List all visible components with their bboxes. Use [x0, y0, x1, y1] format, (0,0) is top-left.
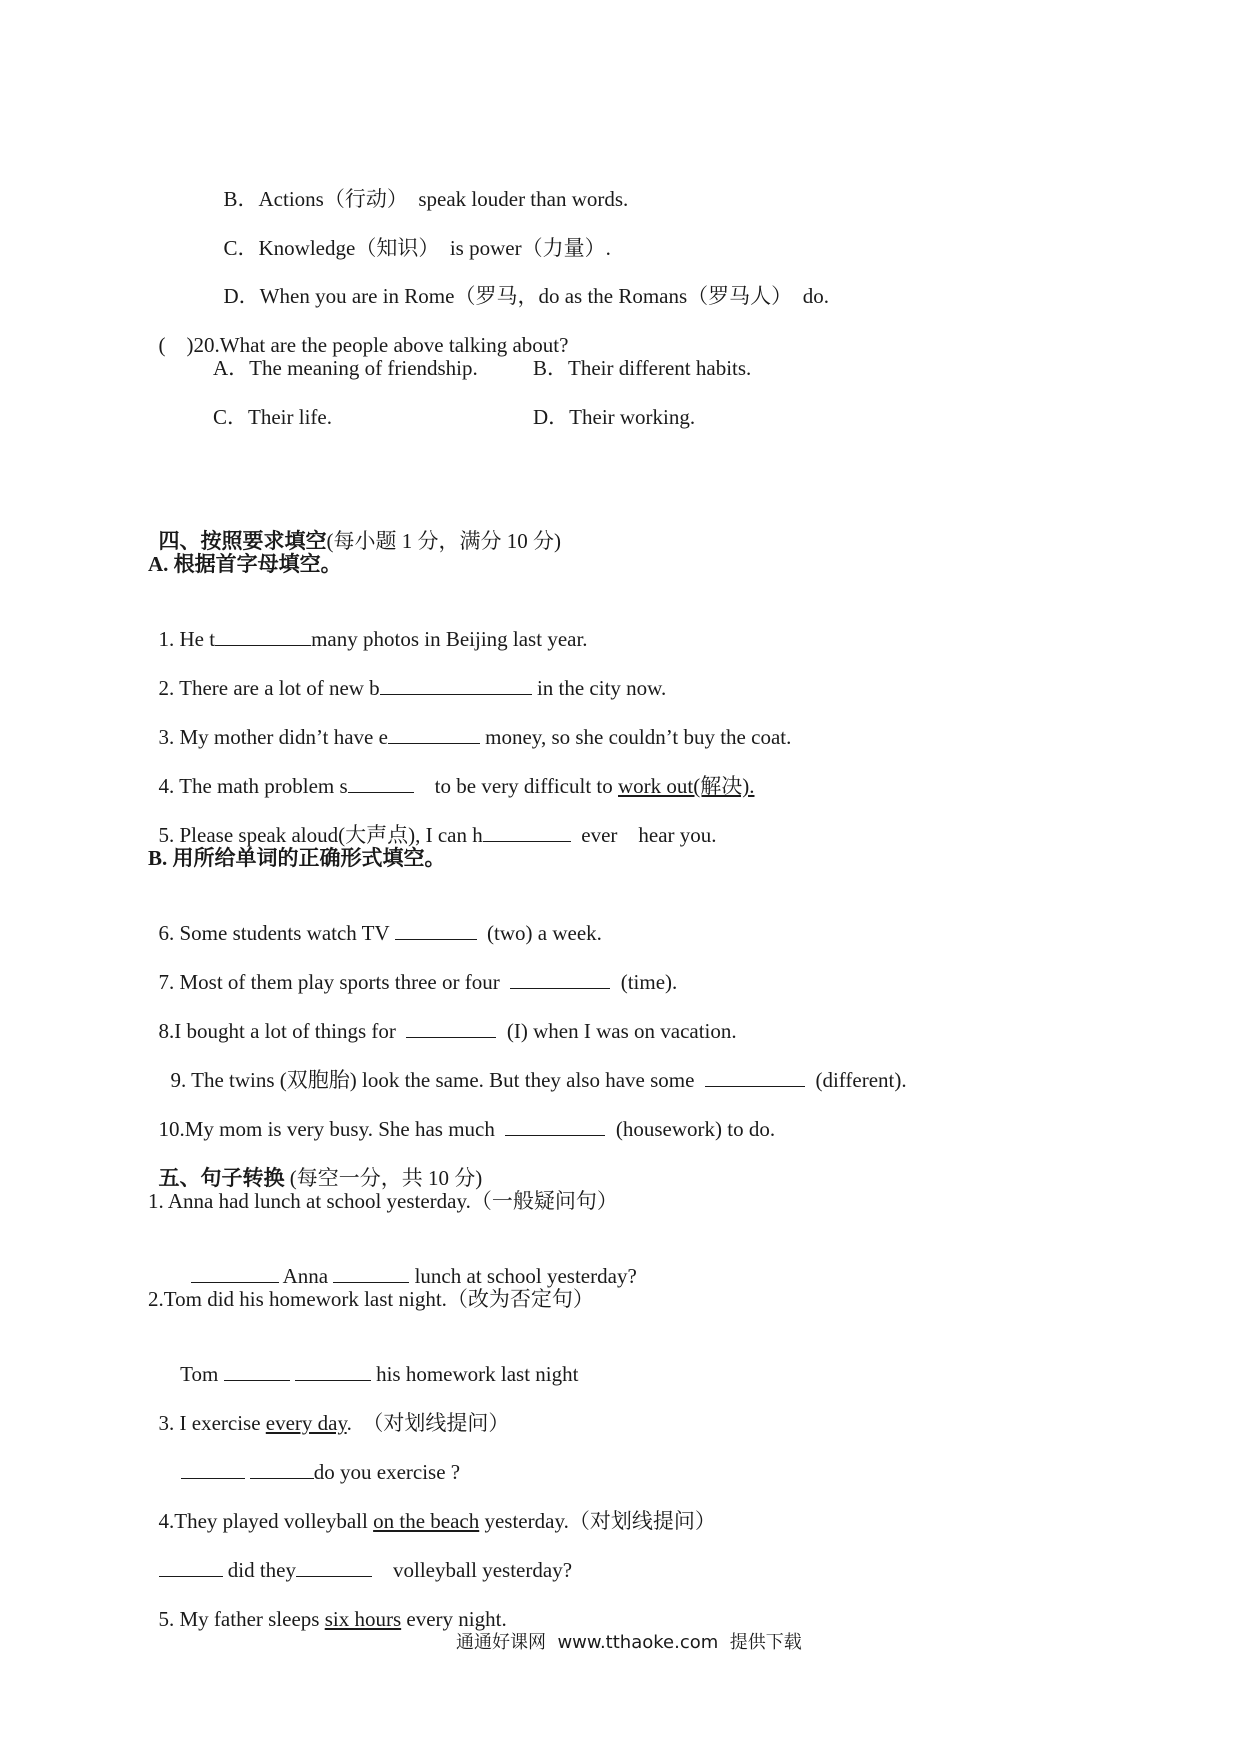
- option-letter: C．: [223, 236, 259, 260]
- question-text: )20.What are the people above talking about?: [186, 333, 569, 357]
- answer-text: volleyball yesterday?: [393, 1558, 573, 1582]
- question-text: (I) when I was on vacation.: [506, 1019, 737, 1043]
- s4-q10: [148, 1090, 775, 1142]
- answer-blank[interactable]: [483, 823, 571, 842]
- section-4-heading: [148, 502, 561, 554]
- option-text: Knowledge（知识）: [258, 236, 440, 260]
- question-text: 4.They played volleyball: [158, 1509, 368, 1533]
- answer-blank[interactable]: [191, 1264, 279, 1283]
- answer-blank[interactable]: [181, 1460, 245, 1479]
- answer-text: his homework last night: [376, 1362, 579, 1386]
- s4-q5: [148, 796, 717, 848]
- section-title: 五、句子转换: [158, 1166, 285, 1190]
- s5-q2-answer: [170, 1335, 578, 1387]
- q20-option-c: C．Their life.: [213, 405, 332, 429]
- question-text: hear you.: [638, 823, 717, 847]
- q20-option-a: A．The meaning of friendship.: [213, 356, 478, 380]
- answer-blank[interactable]: [224, 1362, 290, 1381]
- q20-option-d: D．Their working.: [533, 405, 696, 429]
- question-text: 6. Some students watch TV: [158, 921, 390, 945]
- answer-blank[interactable]: [406, 1019, 496, 1038]
- underlined-text: every day: [265, 1411, 347, 1435]
- option-c: [213, 209, 611, 261]
- question-text: many photos in Beijing last year.: [311, 627, 588, 651]
- page-footer: 通通好课网 www.tthaoke.com 提供下载: [456, 1632, 802, 1653]
- option-text: is power（力量）.: [449, 236, 611, 260]
- question-text: (different).: [815, 1068, 907, 1092]
- underlined-text: six hours: [324, 1607, 402, 1631]
- option-letter: B．: [223, 187, 259, 211]
- question-text: 5. Please speak aloud(大声点), I can h: [158, 823, 483, 847]
- s5-q3-answer: [170, 1433, 460, 1485]
- underlined-text: on the beach: [373, 1509, 480, 1533]
- question-text: 10.My mom is very busy. She has much: [158, 1117, 495, 1141]
- question-text: 2. There are a lot of new b: [158, 676, 380, 700]
- question-text: 3. I exercise: [158, 1411, 261, 1435]
- answer-blank[interactable]: [388, 725, 480, 744]
- option-letter: D．: [223, 284, 260, 308]
- question-text: (two) a week.: [487, 921, 602, 945]
- question-text: to be very difficult to: [434, 774, 613, 798]
- question-text: 4. The math problem s: [158, 774, 348, 798]
- s4-q3: [148, 698, 791, 750]
- s5-q4: [148, 1482, 716, 1534]
- question-text: yesterday.（对划线提问）: [484, 1509, 716, 1533]
- s4-q6: [148, 894, 602, 946]
- answer-blank[interactable]: [250, 1460, 314, 1479]
- s5-q5: [148, 1580, 507, 1632]
- answer-text: Tom: [180, 1362, 219, 1386]
- s5-q4-answer: [148, 1531, 572, 1583]
- answer-text: lunch at school yesterday?: [414, 1264, 637, 1288]
- underlined-text: work out(解决).: [618, 774, 755, 798]
- section-score: (每空一分，共 10 分): [289, 1166, 483, 1190]
- q20-option-b: B．Their different habits.: [533, 356, 752, 380]
- answer-blank[interactable]: [395, 921, 477, 940]
- answer-paren: (: [158, 333, 166, 357]
- question-text: (housework) to do.: [615, 1117, 776, 1141]
- option-text: do.: [802, 284, 829, 308]
- section-5-heading: [148, 1139, 482, 1191]
- answer-text: do you exercise ?: [313, 1460, 461, 1484]
- question-20: [148, 306, 568, 358]
- option-text: When you are in Rome（罗马，do as the Romans（罗马人）: [259, 284, 793, 308]
- s5-q3: [148, 1384, 509, 1436]
- answer-blank[interactable]: [159, 1558, 223, 1577]
- answer-blank[interactable]: [295, 1362, 371, 1381]
- answer-blank[interactable]: [333, 1264, 409, 1283]
- question-text: 7. Most of them play sports three or four: [158, 970, 500, 994]
- s4-q1: [148, 600, 588, 652]
- question-text: . （对划线提问）: [346, 1411, 510, 1435]
- answer-blank[interactable]: [296, 1558, 372, 1577]
- answer-text: did they: [227, 1558, 296, 1582]
- s5-q1-answer: [180, 1237, 637, 1289]
- question-text: 3. My mother didn’t have e: [158, 725, 388, 749]
- section-score: (每小题 1 分，满分 10 分): [326, 529, 561, 553]
- answer-blank[interactable]: [705, 1068, 805, 1087]
- option-d: [213, 257, 829, 309]
- s4-q7: [148, 943, 677, 995]
- answer-blank[interactable]: [348, 774, 414, 793]
- part-a-heading: A. 根据首字母填空。: [148, 552, 342, 576]
- option-text: Actions（行动）: [258, 187, 408, 211]
- question-text: ever: [581, 823, 618, 847]
- answer-blank[interactable]: [510, 970, 610, 989]
- s4-q2: [148, 649, 666, 701]
- question-text: money, so she couldn’t buy the coat.: [485, 725, 792, 749]
- s4-q8: [148, 992, 737, 1044]
- s5-q1: 1. Anna had lunch at school yesterday.（一般疑问句）: [148, 1189, 618, 1213]
- answer-text: Anna: [282, 1264, 329, 1288]
- answer-blank[interactable]: [215, 627, 311, 646]
- section-title: 四、按照要求填空: [158, 529, 327, 553]
- question-text: 8.I bought a lot of things for: [158, 1019, 396, 1043]
- question-text: every night.: [406, 1607, 507, 1631]
- question-text: 9. The twins (双胞胎) look the same. But they also have some: [170, 1068, 695, 1092]
- option-b: [213, 160, 628, 212]
- question-text: 5. My father sleeps: [158, 1607, 320, 1631]
- option-text: speak louder than words.: [418, 187, 629, 211]
- part-b-heading: B. 用所给单词的正确形式填空。: [148, 846, 446, 870]
- answer-blank[interactable]: [505, 1117, 605, 1136]
- s4-q9: [160, 1041, 907, 1093]
- question-text: in the city now.: [536, 676, 667, 700]
- s5-q2: 2.Tom did his homework last night.（改为否定句）: [148, 1287, 594, 1311]
- s4-q4: [148, 747, 754, 799]
- question-text: 1. He t: [158, 627, 216, 651]
- question-text: (time).: [620, 970, 678, 994]
- answer-blank[interactable]: [380, 676, 532, 695]
